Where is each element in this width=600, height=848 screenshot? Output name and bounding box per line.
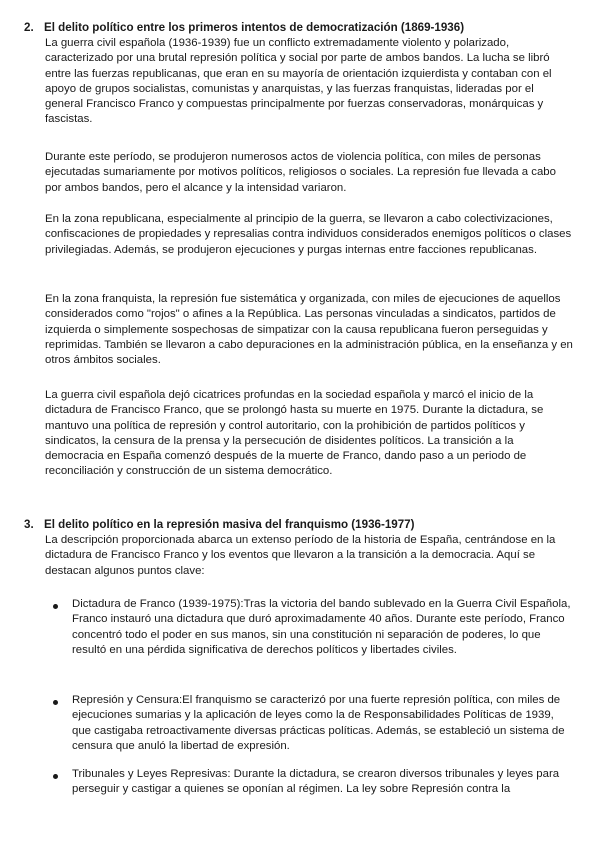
section-3-heading — [24, 517, 414, 532]
section-2-paragraph-1: La guerra civil española (1936-1939) fue un conflicto extremadamente violento y polarizado, caracterizado por una brutal represión política y social por parte de ambos bandos. La lucha se libró entre las fuerzas republicanas, que eran en su mayoría de orientación izquierdista y contaban con el apoyo de grupos socialistas, comunistas y anarquistas, y las fuerzas franquistas, lideradas por el general Francisco Franco y compuestas principalmente por fuerzas conservadoras, monárquicas y fascistas. — [45, 37, 552, 126]
bullet-dot-icon — [53, 774, 58, 779]
section-2-number: 2. — [24, 21, 34, 34]
section-2-paragraph-3: En la zona republicana, especialmente al principio de la guerra, se llevaron a cabo colectivizaciones, confiscaciones de propiedades y represalias contra individuos considerados enemigos políticos o clases privilegiadas. Además, se produjeron ejecuciones y purgas internas entre facciones republicanas. — [45, 213, 572, 256]
bullet-dot-icon — [53, 604, 58, 609]
bullet-item-2: Represión y Censura:El franquismo se caracterizó por una fuerte represión política, con miles de ejecuciones sumarias y la aplicación de leyes como la de Responsabilidades Políticas de 1939, que castigaba retroactivamente diversas prácticas políticas. Además, se estableció un sistema de censura que anuló la libertad de expresión. — [72, 694, 565, 752]
bullet-item-3: Tribunales y Leyes Represivas: Durante la dictadura, se crearon diversos tribunales y leyes para perseguir y castigar a quienes se oponían al régimen. La ley sobre Represión contra la — [72, 768, 560, 796]
section-2-heading — [24, 20, 464, 35]
section-2-title: El delito político entre los primeros intentos de democratización (1869-1936) — [44, 21, 465, 34]
section-2-paragraph-4: En la zona franquista, la represión fue sistemática y organizada, con miles de ejecuciones de aquellos considerados como "rojos" o afines a la República. Las personas vinculadas a sindicatos, partidos de izquierda o simplemente sospechosas de simpatizar con la causa republicana fueron perseguidas y reprimidas. También se llevaron a cabo depuraciones en la administración pública, en la enseñanza y en otros ámbitos sociales. — [45, 293, 573, 367]
bullet-dot-icon — [53, 700, 58, 705]
section-3-number: 3. — [24, 518, 34, 531]
section-2-paragraph-5: La guerra civil española dejó cicatrices profundas en la sociedad española y marcó el inicio de la dictadura de Francisco Franco, que se prolongó hasta su muerte en 1975. Durante la dictadura, se mantuvo una política de represión y control autoritario, con la prohibición de partidos políticos y sindicatos, la censura de la prensa y la persecución de disidentes políticos. La transición a la democracia en España comenzó después de la muerte de Franco, dando paso a un periodo de reconciliación y construcción de un sistema democrático. — [45, 389, 544, 478]
section-3-title: El delito político en la represión masiva del franquismo (1936-1977) — [44, 518, 415, 531]
section-2-paragraph-2: Durante este período, se produjeron numerosos actos de violencia política, con miles de personas ejecutadas sumariamente por motivos políticos, religiosos o sociales. La represión fue llevada a cabo por ambos bandos, pero el alcance y la intensidad variaron. — [45, 151, 556, 194]
section-3-intro: La descripción proporcionada abarca un extenso período de la historia de España, centrándose en la dictadura de Francisco Franco y los eventos que llevaron a la transición a la democracia. Aquí se destacan algunos puntos clave: — [45, 534, 556, 577]
bullet-item-1: Dictadura de Franco (1939-1975):Tras la victoria del bando sublevado en la Guerra Civil Española, Franco instauró una dictadura que duró aproximadamente 40 años. Durante este período, Franco concentró todo el poder en sus manos, sin una constitución ni separación de poderes, lo que resultó en una pérdida significativa de derechos políticos y libertades civiles. — [72, 598, 571, 656]
